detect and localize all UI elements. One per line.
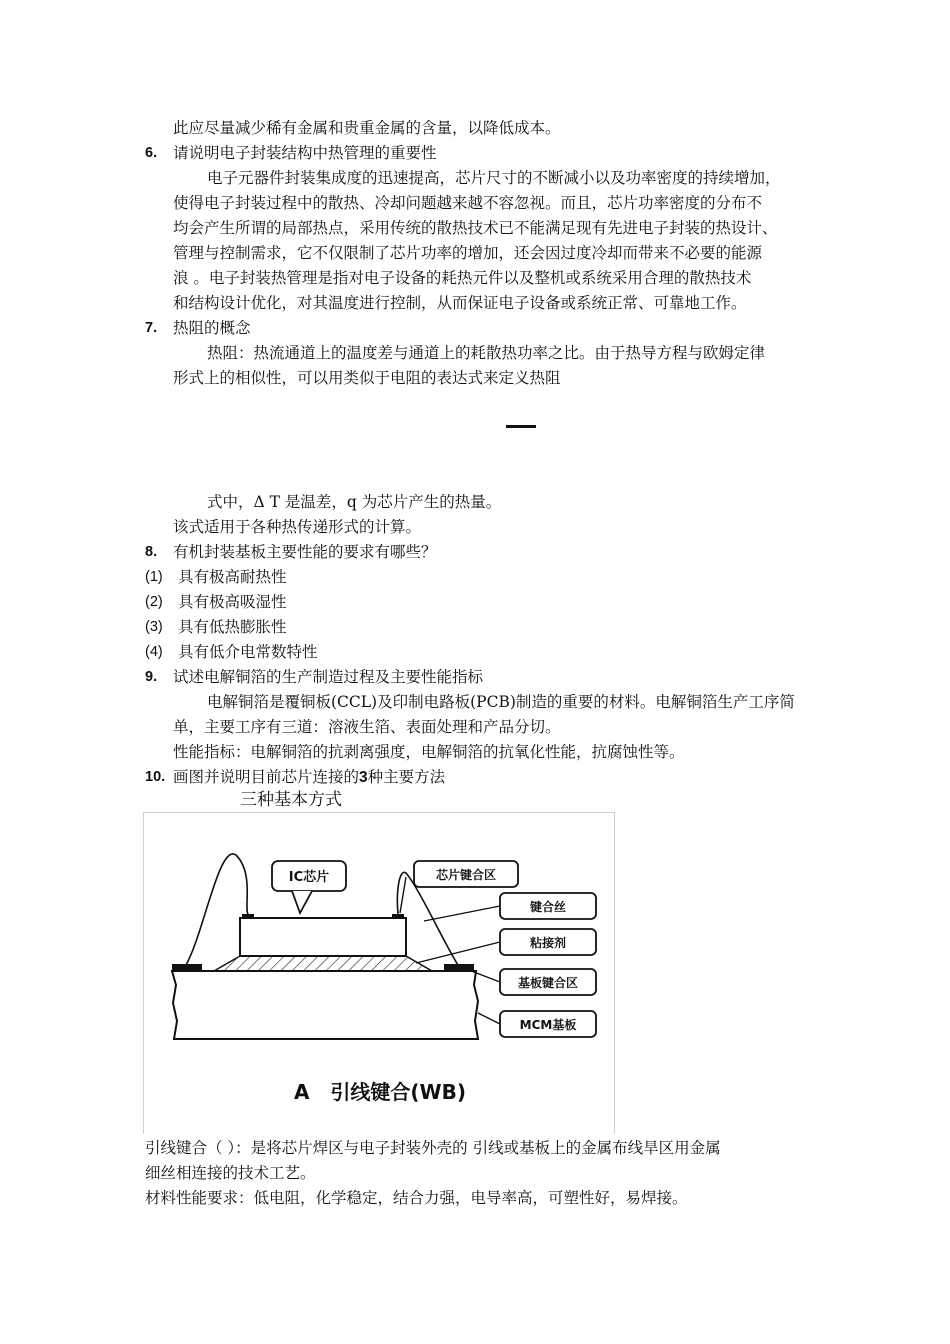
paragraph-line: 细丝相连接的技术工艺。 xyxy=(145,1164,316,1182)
paragraph-line: 此应尽量减少稀有金属和贵重金属的含量，以降低成本。 xyxy=(173,119,561,137)
paragraph-line: 形式上的相似性，可以用类似于电阻的表达式来定义热阻 xyxy=(173,369,561,387)
question-title: 热阻的概念 xyxy=(173,319,251,337)
paragraph-line: 浪 。电子封装热管理是指对电子设备的耗热元件以及整机或系统采用合理的散热技术 xyxy=(173,269,752,287)
question-title-number: 3 xyxy=(359,769,368,786)
paragraph-line: 引线键合（ ）：是将芯片焊区与电子封装外壳的 引线或基板上的金属布线旱区用金属 xyxy=(145,1139,721,1157)
bond-wire xyxy=(186,854,248,965)
question-number: 6. xyxy=(145,145,158,161)
mcm-substrate xyxy=(172,971,478,1039)
ic-chip xyxy=(240,918,406,956)
list-item: 具有低介电常数特性 xyxy=(178,643,318,661)
paragraph-line: 电解铜箔是覆铜板(CCL)及印制电路板(PCB)制造的重要的材料。电解铜箔生产工序简 xyxy=(207,693,795,711)
wire-bond-diagram xyxy=(144,813,616,1135)
list-item: 具有低热膨胀性 xyxy=(178,618,287,636)
question-number: 10. xyxy=(145,769,166,785)
adhesive-layer xyxy=(214,956,432,971)
question-title-part: 种主要方法 xyxy=(367,768,446,786)
list-item-number: (3) xyxy=(145,619,163,635)
paragraph-line: 使得电子封装过程中的散热、冷却问题越来越不容忽视。而且，芯片功率密度的分布不 xyxy=(173,194,763,212)
question-number: 8. xyxy=(145,544,158,560)
list-item: 具有极高耐热性 xyxy=(178,568,287,586)
list-item-number: (1) xyxy=(145,569,163,585)
label-mcm-substrate: MCM基板 xyxy=(519,1018,577,1032)
question-title xyxy=(173,767,445,788)
list-item: 具有极高吸湿性 xyxy=(178,593,287,611)
question-title: 有机封装基板主要性能的要求有哪些？ xyxy=(173,543,437,561)
figure-heading: 三种基本方式 xyxy=(240,790,342,810)
paragraph-line: 热阻：热流通道上的温度差与通道上的耗散热功率之比。由于热导方程与欧姆定律 xyxy=(207,344,766,362)
figure-caption: A 引线键合(WB) xyxy=(294,1080,466,1104)
leader-line xyxy=(424,906,500,921)
paragraph-line: 材料性能要求：低电阻，化学稳定，结合力强，电导率高，可塑性好，易焊接。 xyxy=(145,1189,688,1207)
question-number: 7. xyxy=(145,320,158,336)
label-ic-chip: IC芯片 xyxy=(288,870,330,885)
chip-bond-pad xyxy=(242,914,254,919)
paragraph-line: 式中，Δ T 是温差，q 为芯片产生的热量。 xyxy=(207,493,502,511)
leader-line xyxy=(416,942,500,963)
list-item-number: (2) xyxy=(145,594,163,610)
substrate-bond-pad xyxy=(172,964,202,971)
list-item-number: (4) xyxy=(145,644,163,660)
label-substrate-bond-area: 基板键合区 xyxy=(517,976,579,990)
paragraph-line: 均会产生所谓的局部热点，采用传统的散热技术已不能满足现有先进电子封装的热设计、 xyxy=(173,219,778,237)
leader-line xyxy=(400,877,406,913)
paragraph-line: 单，主要工序有三道：溶液生箔、表面处理和产品分切。 xyxy=(173,718,561,736)
paragraph-line: 管理与控制需求，它不仅限制了芯片功率的增加，还会因过度冷却而带来不必要的能源 xyxy=(173,244,763,262)
question-title: 请说明电子封装结构中热管理的重要性 xyxy=(173,144,437,162)
formula-placeholder xyxy=(506,425,536,428)
paragraph-line: 电子元器件封装集成度的迅速提高，芯片尺寸的不断减小以及功率密度的持续增加， xyxy=(207,169,781,187)
label-chip-bond-area: 芯片键合区 xyxy=(435,868,497,882)
leader-line xyxy=(478,1013,500,1024)
wire-bond-figure xyxy=(143,812,615,1134)
question-number: 9. xyxy=(145,669,158,685)
label-adhesive: 粘接剂 xyxy=(529,936,567,950)
chip-bond-pad xyxy=(392,914,404,919)
paragraph-line: 该式适用于各种热传递形式的计算。 xyxy=(173,518,422,536)
question-title-part: 画图并说明目前芯片连接的 xyxy=(173,768,360,786)
paragraph-line: 性能指标：电解铜箔的抗剥离强度，电解铜箔的抗氧化性能，抗腐蚀性等。 xyxy=(173,743,685,761)
question-title: 试述电解铜箔的生产制造过程及主要性能指标 xyxy=(173,668,484,686)
paragraph-line: 和结构设计优化，对其温度进行控制，从而保证电子设备或系统正常、可靠地工作。 xyxy=(173,294,747,312)
label-bond-wire: 键合丝 xyxy=(529,900,567,914)
